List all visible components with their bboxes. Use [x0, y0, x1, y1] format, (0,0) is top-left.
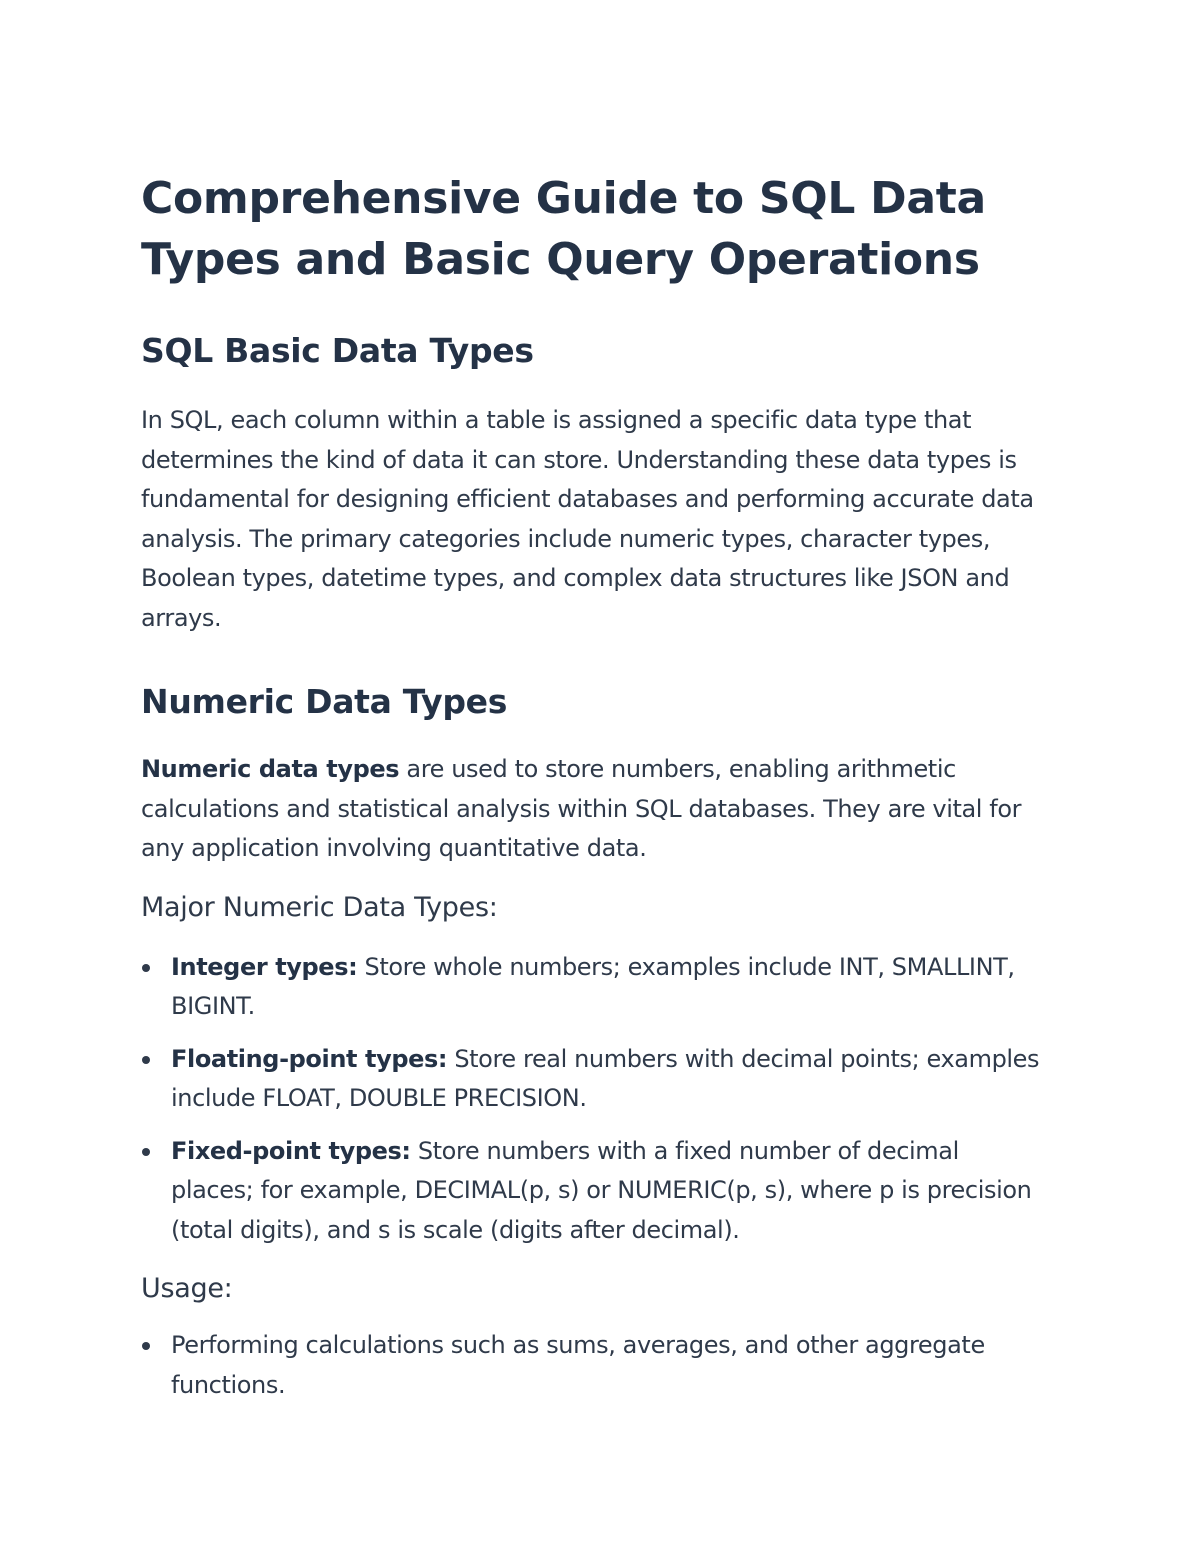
- bullet-icon: [142, 1342, 150, 1350]
- list-item: [141, 1132, 1046, 1251]
- numeric-paragraph-text: are used to store numbers, enabling arithmetic calculations and statistical analysis within SQL databases. They are vital for any application involving quantitative data.: [141, 755, 1022, 862]
- list-item-text: Performing calculations such as sums, averages, and other aggregate functions.: [171, 1331, 985, 1399]
- document-page: [141, 168, 1046, 1405]
- list-item: [141, 1326, 1046, 1405]
- section-heading-numeric-data-types: Numeric Data Types: [141, 682, 508, 721]
- section-paragraph-intro: In SQL, each column within a table is assigned a specific data type that determines the kind of data it can store. Understanding these data types is fundamental for designing efficient databases and performing accurate data analysis. The primary categories include numeric types, character types, Boolean types, datetime types, and complex data structures like JSON and arrays.: [141, 406, 1034, 632]
- list-item-text: Store real numbers with decimal points; examples include FLOAT, DOUBLE PRECISION.: [171, 1044, 1040, 1112]
- list-item: [141, 1040, 1046, 1119]
- list-item-term: Integer types:: [171, 952, 358, 981]
- list-item-text: Store numbers with a fixed number of decimal places; for example, DECIMAL(p, s) or NUMERIC(p, s), where p is precision (total digits), and s is scale (digits after decimal).: [171, 1136, 1032, 1244]
- section-paragraph-numeric: [141, 750, 1046, 869]
- list-item-text: Store whole numbers; examples include INT, SMALLINT, BIGINT.: [171, 952, 1015, 1020]
- list-item-term: Floating-point types:: [171, 1044, 448, 1073]
- major-numeric-types-list: [141, 948, 1046, 1251]
- bullet-icon: [142, 964, 150, 972]
- bullet-icon: [142, 1056, 150, 1064]
- list-item: [141, 948, 1046, 1027]
- numeric-data-types-term: Numeric data types: [141, 755, 400, 783]
- list-item-term: Fixed-point types:: [171, 1136, 411, 1165]
- section-heading-sql-basic-data-types: SQL Basic Data Types: [141, 331, 534, 370]
- subheading-usage: Usage:: [141, 1273, 233, 1304]
- usage-list: [141, 1326, 1046, 1405]
- page-title: Comprehensive Guide to SQL Data Types and Basic Query Operations: [141, 173, 986, 285]
- bullet-icon: [142, 1148, 150, 1156]
- subheading-major-numeric-types: Major Numeric Data Types:: [141, 891, 498, 923]
